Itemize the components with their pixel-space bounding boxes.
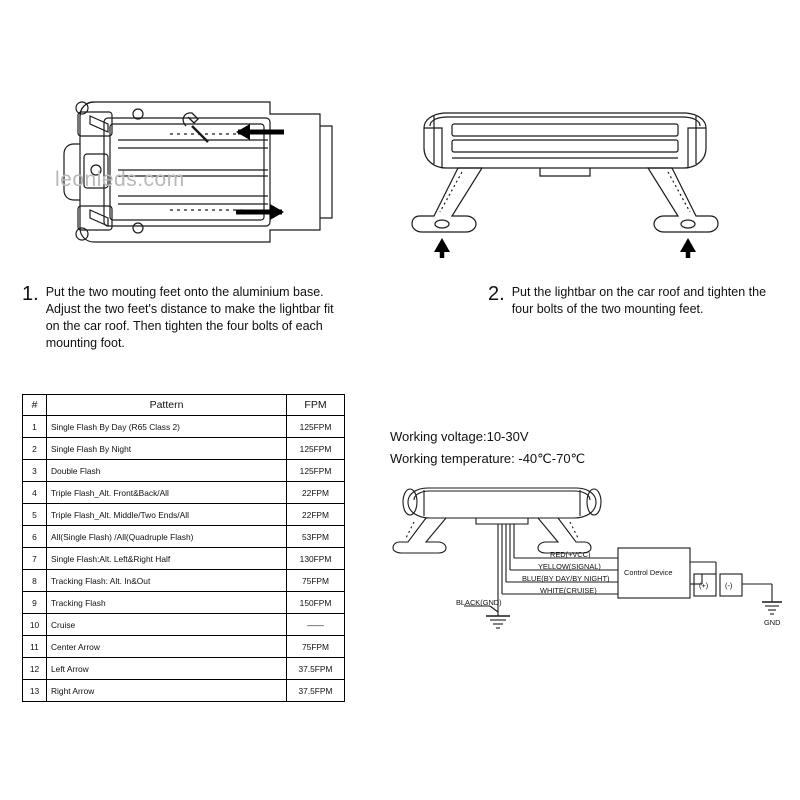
row-index: 11	[23, 636, 47, 658]
row-pattern: All(Single Flash) /All(Quadruple Flash)	[47, 526, 287, 548]
wire-label-blue: BLUE(BY DAY/BY NIGHT)	[522, 574, 610, 583]
spec-block	[390, 426, 585, 470]
row-fpm: 125FPM	[287, 460, 345, 482]
step-1-number: 1.	[22, 283, 39, 305]
row-pattern: Tracking Flash: Alt. In&Out	[47, 570, 287, 592]
row-pattern: Left Arrow	[47, 658, 287, 680]
header-pattern: Pattern	[47, 395, 287, 416]
row-fpm: 22FPM	[287, 504, 345, 526]
battery-plus-label: (+)	[699, 581, 709, 590]
table-row	[23, 592, 345, 614]
row-fpm: 75FPM	[287, 636, 345, 658]
table-row	[23, 416, 345, 438]
row-index: 2	[23, 438, 47, 460]
table-row	[23, 460, 345, 482]
step-1-text: Put the two mouting feet onto the aluminium base. Adjust the two feet's distance to make the lightbar fit on the car roof. Then tighten the four bolts of each mounting foot.	[45, 285, 334, 350]
row-pattern: Double Flash	[47, 460, 287, 482]
table-row	[23, 482, 345, 504]
row-fpm: 22FPM	[287, 482, 345, 504]
table-row	[23, 658, 345, 680]
arrow-up-right-foot	[680, 238, 696, 258]
row-pattern: Single Flash By Night	[47, 438, 287, 460]
row-pattern: Center Arrow	[47, 636, 287, 658]
row-pattern: Right Arrow	[47, 680, 287, 702]
spec-voltage: Working voltage:10-30V	[390, 429, 529, 444]
table-row	[23, 526, 345, 548]
arrow-up-left	[236, 124, 284, 140]
step-2	[488, 284, 778, 318]
header-fpm: FPM	[287, 395, 345, 416]
wire-label-yellow: YELLOW(SIGNAL)	[538, 562, 601, 571]
row-fpm: 150FPM	[287, 592, 345, 614]
wire-label-white: WHITE(CRUISE)	[540, 586, 597, 595]
row-index: 12	[23, 658, 47, 680]
row-fpm: 37.5FPM	[287, 658, 345, 680]
battery-minus-label: (-)	[725, 581, 733, 590]
row-index: 1	[23, 416, 47, 438]
arrow-down-right	[236, 204, 284, 220]
row-pattern: Single Flash:Alt. Left&Right Half	[47, 548, 287, 570]
row-index: 3	[23, 460, 47, 482]
row-index: 5	[23, 504, 47, 526]
table-header-row	[23, 395, 345, 416]
pattern-table	[22, 394, 345, 702]
row-index: 7	[23, 548, 47, 570]
arrow-up-left-foot	[434, 238, 450, 258]
row-pattern: Tracking Flash	[47, 592, 287, 614]
control-device-label: Control Device	[624, 568, 673, 577]
step-1	[22, 284, 342, 352]
row-pattern: Cruise	[47, 614, 287, 636]
table-row	[23, 438, 345, 460]
row-fpm: 130FPM	[287, 548, 345, 570]
table-row	[23, 570, 345, 592]
header-index: #	[23, 395, 47, 416]
row-pattern: Single Flash By Day (R65 Class 2)	[47, 416, 287, 438]
watermark-text: leonleds.com	[55, 168, 185, 191]
wire-label-red: RED(+VCC)	[550, 550, 591, 559]
wiring-diagram	[380, 470, 790, 665]
row-index: 10	[23, 614, 47, 636]
table-row	[23, 548, 345, 570]
row-fpm: 53FPM	[287, 526, 345, 548]
pattern-table-wrapper	[22, 394, 344, 702]
gnd-label: GND	[764, 618, 781, 627]
row-fpm: ——	[287, 614, 345, 636]
row-fpm: 125FPM	[287, 438, 345, 460]
step-2-number: 2.	[488, 283, 505, 305]
row-index: 9	[23, 592, 47, 614]
row-index: 8	[23, 570, 47, 592]
row-index: 6	[23, 526, 47, 548]
step2-illustration	[400, 80, 730, 260]
table-row	[23, 504, 345, 526]
wire-label-black-gnd: BLACK(GND)	[456, 598, 502, 607]
spec-temperature: Working temperature: -40℃-70℃	[390, 451, 586, 466]
row-pattern: Triple Flash_Alt. Middle/Two Ends/All	[47, 504, 287, 526]
row-pattern: Triple Flash_Alt. Front&Back/All	[47, 482, 287, 504]
row-index: 4	[23, 482, 47, 504]
row-fpm: 37.5FPM	[287, 680, 345, 702]
table-row	[23, 680, 345, 702]
step-2-text: Put the lightbar on the car roof and tighten the four bolts of the two mounting feet.	[511, 285, 767, 316]
table-row	[23, 636, 345, 658]
row-index: 13	[23, 680, 47, 702]
row-fpm: 125FPM	[287, 416, 345, 438]
table-row	[23, 614, 345, 636]
row-fpm: 75FPM	[287, 570, 345, 592]
